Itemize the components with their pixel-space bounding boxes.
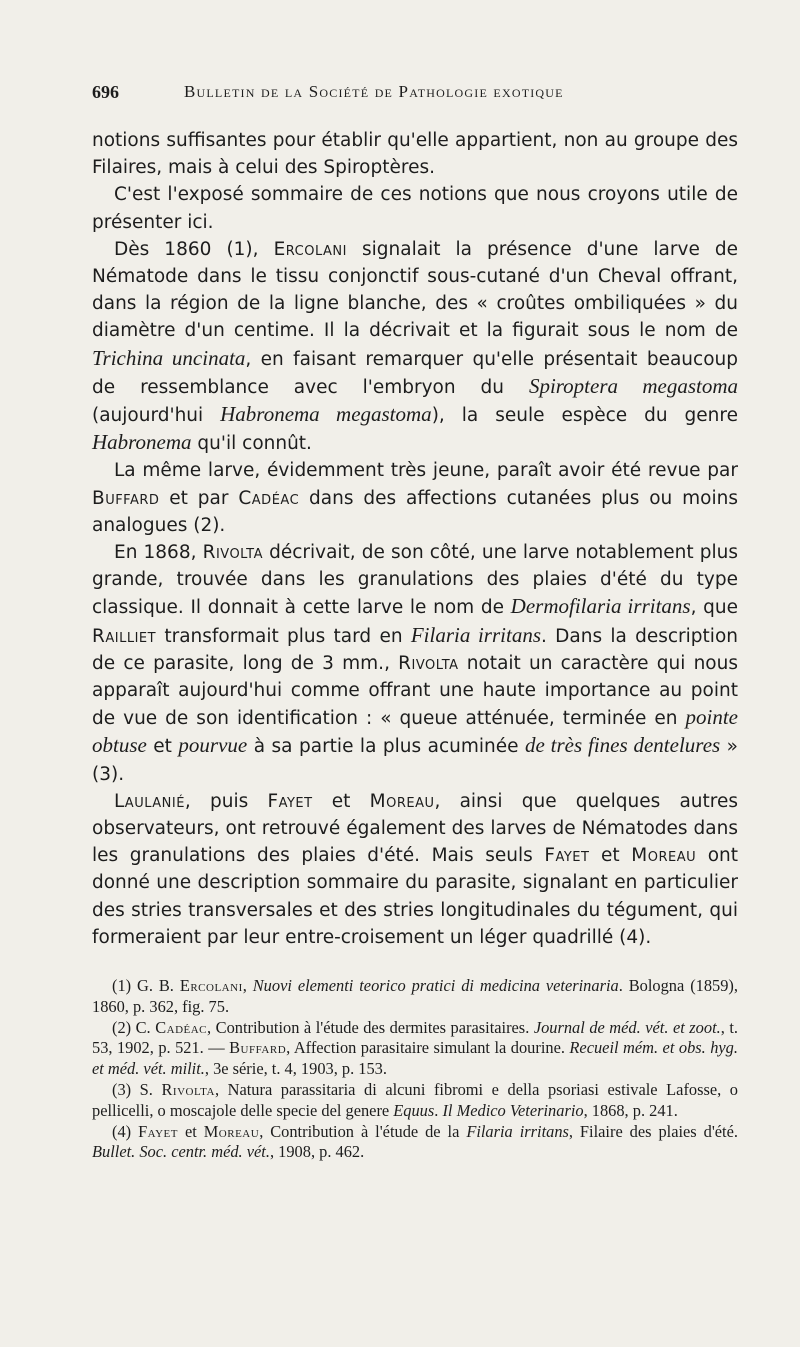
species-name: Dermofilaria irritans: [510, 594, 691, 619]
text-run: . Bologna (1859), 1860, p. 362, fig. 75.: [92, 976, 738, 1016]
paragraph: [92, 457, 738, 539]
page-number: 696: [92, 82, 119, 102]
text-run: et: [312, 790, 370, 812]
species-name: Filaria irritans: [466, 1121, 569, 1141]
footnote: [92, 1122, 738, 1164]
author-name: Ercolani: [179, 976, 243, 995]
species-name: Filaria irritans: [410, 622, 541, 647]
text-run: , Contribution à l'étude des dermites parasitaires.: [207, 1017, 534, 1037]
text-run: Dès 1860 (1),: [114, 238, 274, 260]
text-run: transformait plus tard en: [156, 625, 411, 647]
text-run: (3) S.: [112, 1079, 162, 1099]
publication-title: Journal de méd. vét. et zoot.: [533, 1017, 721, 1037]
text-run: , t. 53, 1902, p. 521. —: [92, 1017, 738, 1058]
text-run: (1) G. B.: [112, 976, 180, 995]
journal-title: Bulletin de la Société de Pathologie exotique: [184, 82, 564, 101]
publication-title: Nuovi elementi teorico pratici di medicina veterinaria: [252, 976, 619, 995]
author-name: Rivolta: [398, 652, 459, 674]
paragraph: [92, 236, 738, 458]
text-run: , puis: [184, 790, 268, 812]
text-run: à sa partie la plus acuminée: [247, 736, 525, 758]
text-run: , Affection parasitaire simulant la dourine.: [286, 1038, 570, 1058]
author-name: Fayet: [544, 845, 590, 867]
italic-phrase: pourvue: [178, 733, 248, 758]
paragraph: [92, 539, 738, 788]
text-run: et: [146, 736, 179, 758]
text-run: . Dans la description de ce parasite, long de 3 mm.,: [92, 625, 738, 674]
text-run: (2) C.: [112, 1017, 156, 1037]
paragraph: [92, 788, 738, 951]
text-run: C'est l'exposé sommaire de ces notions que nous croyons utile de présenter ici.: [92, 184, 738, 233]
text-run: ,: [242, 976, 253, 995]
text-run: » (3).: [92, 736, 738, 785]
author-name: Buffard: [229, 1038, 287, 1058]
footnote: [92, 976, 738, 1018]
text-run: ont donné une description sommaire du parasite, signalant en particulier des stries transversales et des stries longitudinales du tégument, qui formeraient par leur entre-croisement un léger quadrillé (4).: [92, 845, 738, 948]
author-name: Laulanié: [114, 790, 185, 812]
author-name: Fayet: [138, 1121, 178, 1141]
text-run: qu'il connût.: [191, 433, 312, 455]
author-name: Moreau: [369, 790, 435, 812]
publication-title: Recueil mém. et obs. hyg. et méd. vét. milit.: [92, 1038, 738, 1079]
text-run: La même larve, évidemment très jeune, paraît avoir été revue par: [114, 460, 738, 482]
author-name: Ercolani: [273, 238, 347, 260]
footnote: [92, 1018, 738, 1080]
text-run: ), la seule espèce du genre: [431, 405, 738, 427]
text-run: et: [178, 1121, 204, 1141]
text-run: et: [589, 845, 632, 867]
text-run: , 1868, p. 241.: [583, 1100, 678, 1120]
text-run: dans des affections cutanées plus ou moins analogues (2).: [92, 487, 738, 536]
text-run: , 3e série, t. 4, 1903, p. 153.: [204, 1059, 387, 1079]
publication-title: Il Medico Veterinario: [442, 1100, 584, 1120]
text-run: , Contribution à l'étude de la: [259, 1121, 467, 1141]
species-name: Habronema megastoma: [220, 402, 432, 427]
species-name: Trichina uncinata: [92, 345, 246, 370]
text-run: notait un caractère qui nous apparaît aujourd'hui comme offrant une haute importance au point de vue de son identification : « queue atténuée, terminée en: [92, 652, 738, 730]
paragraph: [92, 181, 738, 235]
text-run: , en faisant remarquer qu'elle présentait beaucoup de ressemblance avec l'embryon du: [92, 348, 738, 398]
genus-name: Habronema: [92, 430, 192, 455]
italic-phrase: pointe obtuse: [92, 705, 738, 758]
paragraph: [92, 127, 738, 181]
text-run: , que: [690, 597, 738, 619]
species-name: Spiroptera megastoma: [528, 373, 738, 398]
text-run: notions suffisantes pour établir qu'elle appartient, non au groupe des Filaires, mais à celui des Spiroptères.: [92, 130, 738, 179]
text-run: , ainsi que quelques autres observateurs, ont retrouvé également des larves de Nématodes dans les granulations des plaies d'été. Mais seuls: [92, 790, 739, 867]
author-name: Cadéac: [238, 487, 300, 509]
author-name: Moreau: [631, 845, 697, 867]
text-run: En 1868,: [114, 542, 203, 564]
footnotes: [92, 976, 738, 1163]
text-run: .: [434, 1100, 443, 1120]
footnote: [92, 1080, 738, 1122]
publication-title: Bullet. Soc. centr. méd. vét.: [92, 1142, 270, 1162]
text-run: et par: [159, 487, 239, 509]
text-run: (4): [112, 1121, 139, 1141]
text-run: , Filaire des plaies d'été.: [568, 1121, 738, 1141]
author-name: Moreau: [203, 1121, 260, 1141]
text-run: décrivait, de son côté, une larve notablement plus grande, trouvée dans les granulations des plaies d'été du type classique. Il donnait à cette larve le nom de: [92, 542, 739, 619]
text-run: (aujourd'hui: [92, 405, 221, 427]
italic-phrase: de très fines dentelures: [524, 733, 721, 758]
author-name: Rivolta: [161, 1079, 215, 1099]
author-name: Rivolta: [202, 542, 263, 564]
author-name: Buffard: [92, 487, 160, 509]
author-name: Fayet: [267, 790, 313, 812]
author-name: Railliet: [92, 625, 157, 647]
running-header: [92, 82, 742, 108]
text-run: , 1908, p. 462.: [269, 1142, 365, 1162]
body-text: [92, 127, 738, 951]
text-run: , Natura parassitaria di alcuni fibromi e della psoriasi estivale Lafosse, o pellicelli, o moscajole delle specie del genere: [92, 1079, 738, 1120]
author-name: Cadéac: [155, 1017, 208, 1037]
genus-name: Equus: [393, 1100, 435, 1120]
text-run: signalait la présence d'une larve de Nématode dans le tissu conjonctif sous-cutané d'un Cheval offrant, dans la région de la ligne blanche, des « croûtes ombiliquées » du diamètre d'un centime. Il la décrivait et la figurait sous le nom de: [92, 238, 738, 342]
